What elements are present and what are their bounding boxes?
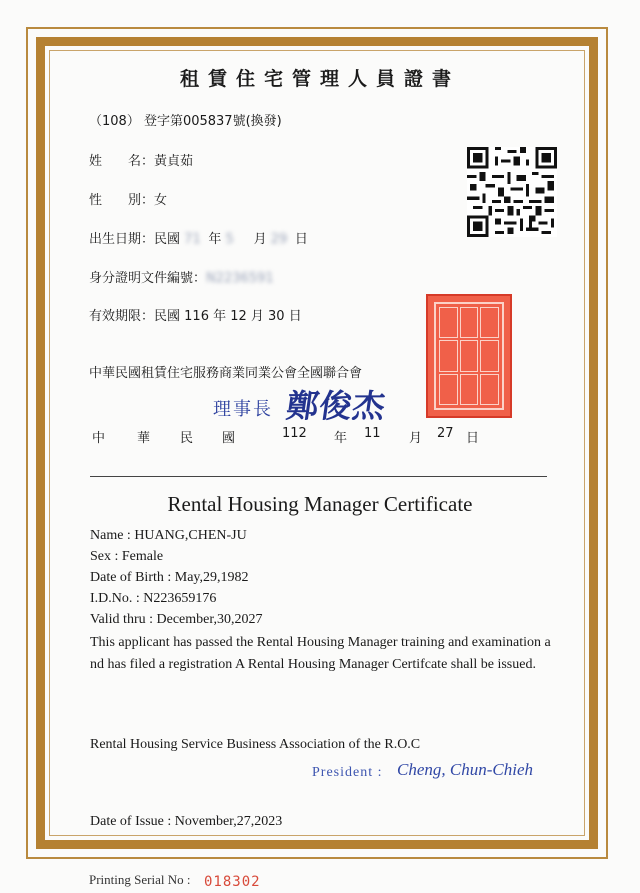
english-sex: Sex : Female — [90, 549, 164, 564]
dob-prefix: 民國 — [154, 232, 181, 247]
official-seal — [426, 294, 512, 418]
seal-pattern — [434, 302, 504, 410]
english-association: Rental Housing Service Business Association of the R.O.C — [90, 737, 421, 752]
chinese-title: 租賃住宅管理人員證書 — [179, 68, 460, 90]
dob-month-unit: 月 — [253, 232, 267, 247]
issue-year-unit: 年 — [334, 431, 348, 446]
name-row — [89, 150, 193, 169]
president-signature: Cheng, Chun-Chieh — [397, 760, 533, 779]
association-zh: 中華民國租賃住宅服務商業同業公會全國聯合會 — [89, 366, 363, 381]
issue-zh-char-3: 民 — [180, 431, 194, 446]
dob-row — [89, 228, 308, 247]
sex-row — [89, 189, 167, 208]
valid-row — [89, 305, 302, 324]
issue-day-unit: 日 — [466, 431, 480, 446]
valid-value: 民國 116 年 12 月 30 日 — [154, 309, 302, 324]
english-title: Rental Housing Manager Certificate — [167, 492, 473, 516]
dob-year-masked: 71 — [184, 232, 201, 247]
dob-day-masked: 29 — [270, 232, 288, 247]
serial-label: Printing Serial No : — [89, 872, 191, 887]
chair-label: 理事長 — [213, 399, 273, 420]
name-value: 黃貞茹 — [154, 154, 194, 169]
english-id: I.D.No. : N223659176 — [90, 591, 217, 606]
dob-label: 出生日期： — [89, 232, 155, 247]
english-statement: This applicant has passed the Rental Housing Manager training and examination and has filed a registration A Rental Housing Manager Certifcate shall be issued. — [90, 635, 551, 672]
certificate-number: （108） 登字第005837號(換發) — [89, 114, 282, 129]
english-valid: Valid thru : December,30,2027 — [90, 612, 263, 627]
section-divider — [90, 476, 547, 477]
serial-number: 018302 — [204, 874, 261, 890]
id-row — [89, 267, 274, 286]
sex-label: 性 別： — [89, 193, 155, 208]
issue-day: 27 — [437, 426, 454, 441]
issue-zh-char-4: 國 — [222, 431, 236, 446]
dob-year-unit: 年 — [208, 232, 222, 247]
id-label: 身分證明文件編號： — [89, 271, 207, 286]
english-name: Name : HUANG,CHEN-JU — [90, 528, 247, 543]
issue-year: 112 — [282, 426, 307, 441]
president-label: President : — [312, 765, 383, 780]
issue-month-unit: 月 — [409, 431, 423, 446]
issue-month: 11 — [364, 426, 381, 441]
english-dob: Date of Birth : May,29,1982 — [90, 570, 249, 585]
sex-value: 女 — [154, 193, 168, 208]
english-issue-date: Date of Issue : November,27,2023 — [90, 814, 283, 829]
dob-month-masked: 5 — [225, 232, 234, 247]
issue-zh-char-2: 華 — [137, 431, 151, 446]
issue-zh-char-1: 中 — [92, 431, 106, 446]
chair-signature: 鄭俊杰 — [284, 387, 389, 425]
qr-code — [467, 146, 557, 238]
id-masked: N2236591 — [206, 271, 274, 286]
name-label: 姓 名： — [89, 154, 155, 169]
valid-label: 有效期限： — [89, 309, 155, 324]
dob-day-unit: 日 — [294, 232, 308, 247]
